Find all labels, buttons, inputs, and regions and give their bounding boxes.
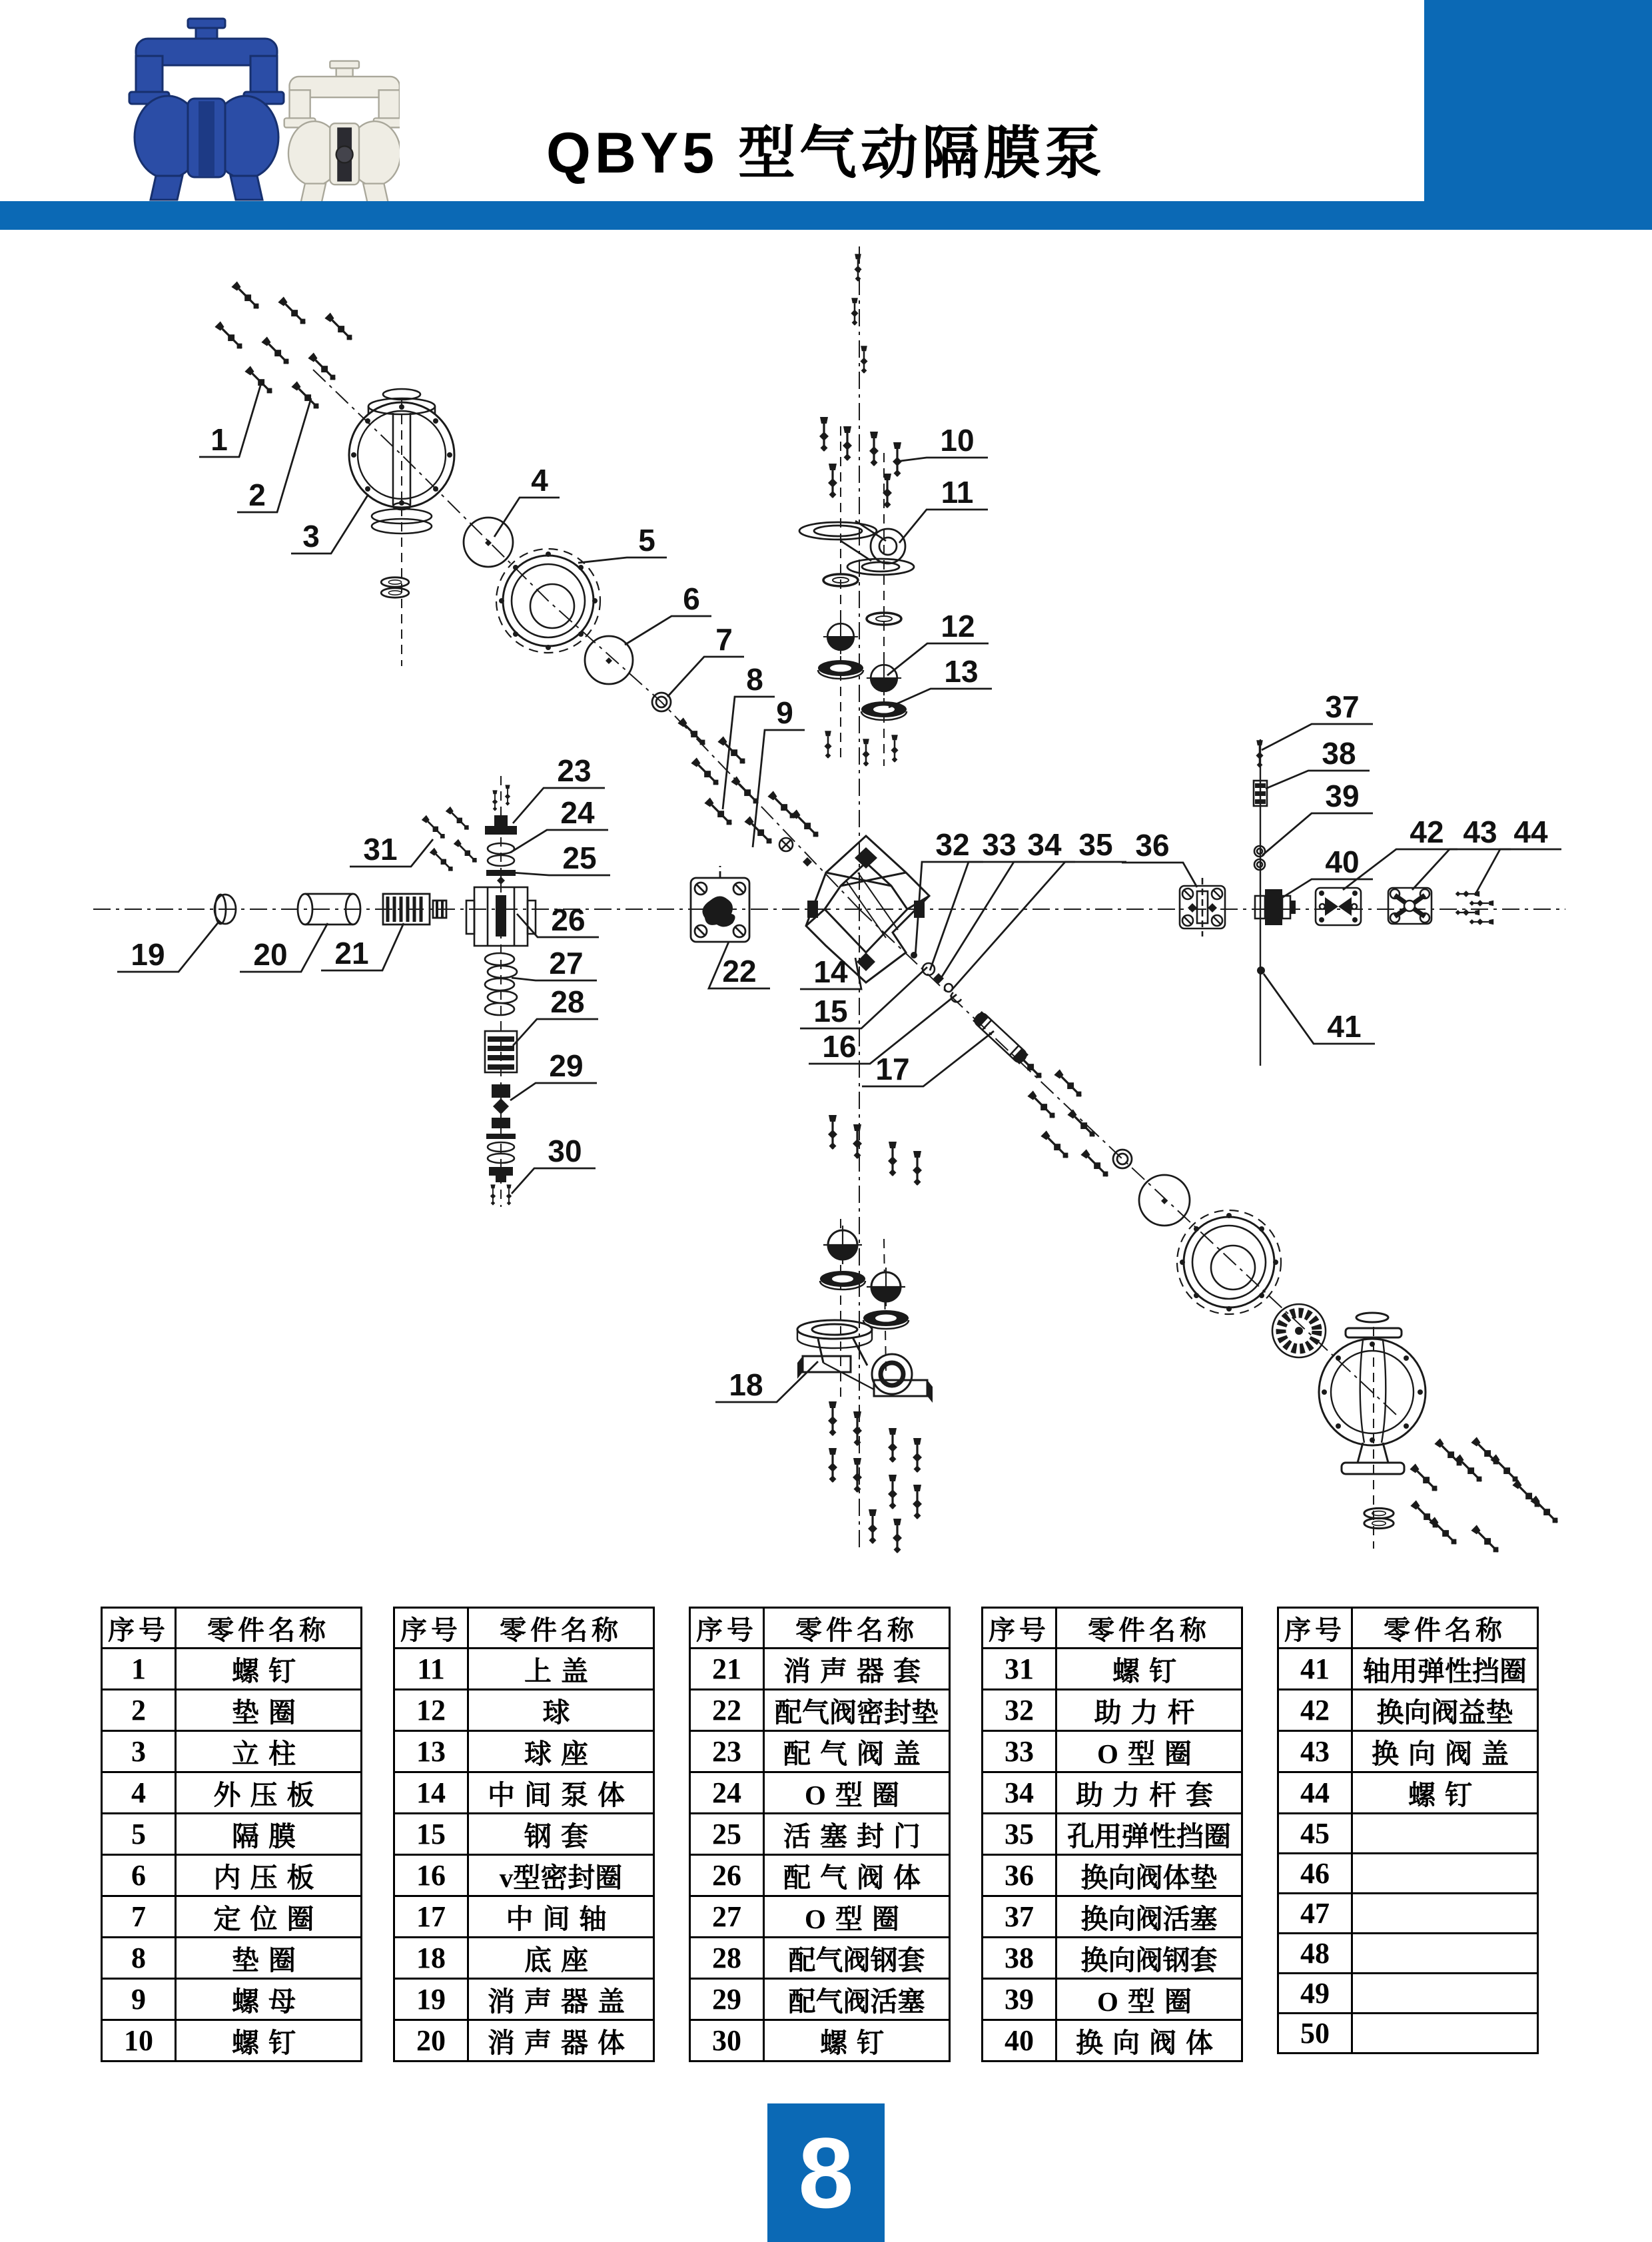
svg-text:34: 34 (1027, 827, 1062, 862)
part-callout-20 (240, 923, 328, 972)
header-accent-band (0, 201, 1652, 230)
svg-text:4: 4 (531, 463, 548, 498)
part-number-cell: 39 (983, 1979, 1056, 2020)
svg-text:3: 3 (302, 519, 320, 554)
part-name-cell: 底座 (468, 1938, 654, 1979)
part-number-cell: 42 (1278, 1690, 1352, 1731)
table-row (690, 1731, 950, 1772)
table-row (690, 2020, 950, 2061)
part-name-cell: 螺钉 (1056, 1649, 1242, 1690)
part-callout-1 (199, 386, 260, 457)
svg-text:21: 21 (334, 936, 369, 970)
svg-text:43: 43 (1463, 815, 1497, 849)
table-row (983, 1731, 1242, 1772)
svg-text:10: 10 (940, 423, 975, 458)
table-row (1278, 1649, 1538, 1690)
table-row (1278, 1894, 1538, 1934)
table-row (394, 1649, 654, 1690)
table-row (983, 1896, 1242, 1938)
part-number-cell: 24 (690, 1772, 764, 1814)
table-row (394, 1979, 654, 2020)
part-callout-10 (901, 423, 988, 461)
part-number-cell: 26 (690, 1855, 764, 1896)
col-header-part-name: 零件名称 (176, 1608, 362, 1649)
svg-text:31: 31 (363, 832, 398, 867)
part-number-cell: 9 (102, 1979, 176, 2020)
part-callout-40 (1280, 845, 1373, 899)
part-number-cell: 50 (1278, 2014, 1352, 2054)
fastener-cluster-top-left (214, 281, 356, 412)
part-callout-17 (862, 1031, 994, 1086)
part-name-cell: 换向阀活塞 (1056, 1896, 1242, 1938)
part-number-cell: 38 (983, 1938, 1056, 1979)
part-name-cell (1352, 1934, 1538, 1974)
table-row (102, 1938, 362, 1979)
part-name-cell: 孔用弹性挡圈 (1056, 1814, 1242, 1855)
part-number-cell: 12 (394, 1690, 468, 1731)
part-name-cell: 立柱 (176, 1731, 362, 1772)
parts-table-1-10 (101, 1607, 362, 2062)
part-name-cell: 螺钉 (176, 1649, 362, 1690)
svg-text:29: 29 (549, 1048, 584, 1083)
col-header-part-name: 零件名称 (1352, 1608, 1538, 1649)
table-row (983, 2020, 1242, 2061)
part-name-cell: 配气阀活塞 (764, 1979, 950, 2020)
svg-text:2: 2 (248, 478, 266, 512)
table-row (983, 1855, 1242, 1896)
part-callout-2 (237, 398, 311, 512)
part-number-cell: 29 (690, 1979, 764, 2020)
part-name-cell: 换向阀体 (1056, 2020, 1242, 2061)
part-number-cell: 49 (1278, 1974, 1352, 2014)
part-number-cell: 35 (983, 1814, 1056, 1855)
svg-text:27: 27 (549, 946, 584, 980)
table-row (690, 1938, 950, 1979)
part-name-cell: 内压板 (176, 1855, 362, 1896)
part-name-cell: 垫圈 (176, 1938, 362, 1979)
part-name-cell: 助力杆套 (1056, 1772, 1242, 1814)
part-name-cell: 换向阀钢套 (1056, 1938, 1242, 1979)
svg-text:26: 26 (551, 903, 586, 937)
fastener-cluster-below-base (828, 1401, 922, 1553)
col-header-index: 序号 (983, 1608, 1056, 1649)
table-row (983, 1772, 1242, 1814)
fastener-cluster-31 (421, 806, 480, 874)
col-header-index: 序号 (690, 1608, 764, 1649)
part-number-cell: 37 (983, 1896, 1056, 1938)
part-name-cell (1352, 1854, 1538, 1894)
part-callout-26 (517, 903, 599, 937)
part-number-cell: 31 (983, 1649, 1056, 1690)
part-number-cell: 43 (1278, 1731, 1352, 1772)
table-row (394, 1855, 654, 1896)
svg-text:44: 44 (1513, 815, 1548, 849)
part-name-cell: 球座 (468, 1731, 654, 1772)
part-number-cell: 32 (983, 1690, 1056, 1731)
part-number-cell: 7 (102, 1896, 176, 1938)
part-name-cell: 钢套 (468, 1814, 654, 1855)
svg-text:17: 17 (875, 1052, 910, 1086)
table-row (690, 1649, 950, 1690)
svg-text:33: 33 (982, 827, 1017, 862)
svg-text:40: 40 (1325, 845, 1360, 879)
inner-pressure-gear-disc (1272, 1304, 1326, 1357)
part-callout-6 (625, 581, 711, 645)
part-name-cell: 隔膜 (176, 1814, 362, 1855)
svg-text:16: 16 (822, 1029, 857, 1064)
top-cover (799, 521, 914, 575)
part-number-cell: 23 (690, 1731, 764, 1772)
table-row (1278, 1854, 1538, 1894)
part-callout-19 (117, 921, 220, 972)
svg-text:6: 6 (683, 581, 700, 616)
table-row (690, 1772, 950, 1814)
table-row (1278, 2014, 1538, 2054)
part-name-cell: O型圈 (764, 1896, 950, 1938)
table-row (102, 1772, 362, 1814)
part-number-cell: 8 (102, 1938, 176, 1979)
table-row (102, 1690, 362, 1731)
part-number-cell: 19 (394, 1979, 468, 2020)
part-callout-39 (1262, 779, 1373, 855)
part-name-cell: 消声器盖 (468, 1979, 654, 2020)
table-row (1278, 1974, 1538, 2014)
svg-text:13: 13 (944, 654, 979, 689)
part-number-cell: 18 (394, 1938, 468, 1979)
table-row (102, 1649, 362, 1690)
table-row (983, 1690, 1242, 1731)
col-header-index: 序号 (102, 1608, 176, 1649)
part-name-cell (1352, 1814, 1538, 1854)
svg-text:14: 14 (813, 954, 848, 989)
part-name-cell (1352, 2014, 1538, 2054)
part-callout-4 (494, 463, 560, 537)
exploded-diagram (0, 233, 1652, 1607)
part-callout-7 (667, 622, 744, 697)
outer-plate-circle (464, 518, 513, 567)
pump-housing-bottom-right (1319, 1313, 1426, 1529)
part-number-cell: 6 (102, 1855, 176, 1896)
part-number-cell: 25 (690, 1814, 764, 1855)
part-number-cell: 3 (102, 1731, 176, 1772)
part-number-cell: 36 (983, 1855, 1056, 1896)
part-name-cell: 螺钉 (764, 2020, 950, 2061)
table-row (690, 1979, 950, 2020)
part-callout-8 (723, 662, 775, 809)
table-row (690, 1690, 950, 1731)
parts-table-11-20 (393, 1607, 655, 2062)
parts-table-21-30 (689, 1607, 951, 2062)
part-callout-25 (512, 841, 610, 875)
parts-table-41-50 (1277, 1607, 1539, 2054)
part-name-cell: 活塞封门 (764, 1814, 950, 1855)
part-number-cell: 22 (690, 1690, 764, 1731)
fastener-cluster-bottom-right (1410, 1437, 1561, 1556)
part-callout-31 (350, 832, 433, 867)
part-number-cell: 41 (1278, 1649, 1352, 1690)
table-row (1278, 1731, 1538, 1772)
table-row (394, 2020, 654, 2061)
table-row (983, 1979, 1242, 2020)
part-number-cell: 20 (394, 2020, 468, 2061)
part-callout-22 (709, 942, 770, 988)
part-number-cell: 4 (102, 1772, 176, 1814)
part-number-cell: 30 (690, 2020, 764, 2061)
part-name-cell: 外压板 (176, 1772, 362, 1814)
svg-text:15: 15 (813, 994, 848, 1028)
part-number-cell: 34 (983, 1772, 1056, 1814)
svg-text:11: 11 (941, 475, 974, 510)
col-header-part-name: 零件名称 (764, 1608, 950, 1649)
part-number-cell: 48 (1278, 1934, 1352, 1974)
fastener-cluster-lower-diagonal (1014, 1050, 1132, 1180)
part-number-cell: 44 (1278, 1772, 1352, 1814)
part-number-cell: 27 (690, 1896, 764, 1938)
table-row (102, 1896, 362, 1938)
part-name-cell: O型圈 (1056, 1731, 1242, 1772)
part-number-cell: 13 (394, 1731, 468, 1772)
part-number-cell: 28 (690, 1938, 764, 1979)
part-callout-28 (513, 984, 598, 1046)
part-name-cell: 垫圈 (176, 1690, 362, 1731)
part-name-cell: 上盖 (468, 1649, 654, 1690)
part-number-cell: 2 (102, 1690, 176, 1731)
part-name-cell (1352, 1974, 1538, 2014)
inner-plate-circle-2 (1139, 1175, 1190, 1226)
svg-text:42: 42 (1410, 815, 1444, 849)
diaphragm-ring-2 (1177, 1210, 1281, 1314)
table-row (1278, 1814, 1538, 1854)
part-number-cell: 33 (983, 1731, 1056, 1772)
svg-text:18: 18 (729, 1367, 763, 1402)
part-name-cell: 换向阀盖 (1352, 1731, 1538, 1772)
part-name-cell: 配气阀钢套 (764, 1938, 950, 1979)
svg-text:23: 23 (557, 753, 592, 788)
fastener-cluster-upper-diagonal (677, 717, 822, 867)
part-number-cell: 11 (394, 1649, 468, 1690)
svg-text:36: 36 (1135, 828, 1170, 863)
svg-text:20: 20 (253, 937, 288, 972)
table-row (690, 1896, 950, 1938)
part-number-cell: 47 (1278, 1894, 1352, 1934)
svg-text:41: 41 (1327, 1009, 1362, 1044)
part-callout-21 (321, 923, 404, 970)
part-name-cell: 配气阀密封垫 (764, 1690, 950, 1731)
part-name-cell: 螺母 (176, 1979, 362, 2020)
table-row (983, 1938, 1242, 1979)
part-number-cell: 46 (1278, 1854, 1352, 1894)
part-number-cell: 10 (102, 2020, 176, 2061)
table-row (690, 1814, 950, 1855)
part-name-cell: O型圈 (764, 1772, 950, 1814)
table-row (394, 1690, 654, 1731)
svg-text:25: 25 (562, 841, 597, 875)
part-name-cell: 螺钉 (1352, 1772, 1538, 1814)
svg-text:22: 22 (722, 954, 757, 988)
table-row (394, 1814, 654, 1855)
table-row (983, 1649, 1242, 1690)
table-row (102, 2020, 362, 2061)
part-callout-36 (1122, 828, 1197, 887)
part-name-cell: 配气阀盖 (764, 1731, 950, 1772)
table-row (102, 1731, 362, 1772)
table-row (394, 1896, 654, 1938)
part-callout-3 (291, 494, 368, 554)
part-name-cell: 配气阀体 (764, 1855, 950, 1896)
air-valve-gasket-plate (691, 866, 749, 942)
svg-text:1: 1 (210, 422, 228, 457)
col-header-index: 序号 (394, 1608, 468, 1649)
part-name-cell (1352, 1894, 1538, 1934)
svg-text:30: 30 (548, 1134, 582, 1168)
svg-text:12: 12 (941, 609, 975, 643)
table-row (102, 1855, 362, 1896)
part-name-cell: 球 (468, 1690, 654, 1731)
part-number-cell: 16 (394, 1855, 468, 1896)
part-number-cell: 17 (394, 1896, 468, 1938)
svg-text:35: 35 (1078, 827, 1113, 862)
col-header-part-name: 零件名称 (1056, 1608, 1242, 1649)
part-callout-27 (512, 946, 597, 980)
page-number-box (767, 2103, 885, 2242)
part-name-cell: 中间轴 (468, 1896, 654, 1938)
svg-text:28: 28 (550, 984, 585, 1019)
part-callout-41 (1264, 974, 1375, 1044)
part-number-cell: 21 (690, 1649, 764, 1690)
svg-text:9: 9 (776, 695, 793, 730)
part-name-cell: 助力杆 (1056, 1690, 1242, 1731)
svg-text:24: 24 (560, 795, 595, 830)
svg-text:19: 19 (131, 937, 165, 972)
part-name-cell: 换向阀体垫 (1056, 1855, 1242, 1896)
table-row (1278, 1934, 1538, 1974)
header-accent-corner (1424, 0, 1652, 230)
part-number-cell: 40 (983, 2020, 1056, 2061)
page-number: 8 (798, 2117, 854, 2229)
table-row (394, 1731, 654, 1772)
part-name-cell: v型密封圈 (468, 1855, 654, 1896)
part-name-cell: 消声器体 (468, 2020, 654, 2061)
part-name-cell: 换向阀益垫 (1352, 1690, 1538, 1731)
table-row (394, 1938, 654, 1979)
part-callout-14 (800, 954, 861, 989)
part-number-cell: 14 (394, 1772, 468, 1814)
table-row (394, 1772, 654, 1814)
part-name-cell: O型圈 (1056, 1979, 1242, 2020)
part-name-cell: 中间泵体 (468, 1772, 654, 1814)
part-name-cell: 轴用弹性挡圈 (1352, 1649, 1538, 1690)
part-number-cell: 5 (102, 1814, 176, 1855)
part-number-cell: 15 (394, 1814, 468, 1855)
svg-text:8: 8 (746, 662, 763, 697)
svg-text:37: 37 (1325, 689, 1360, 724)
part-callout-37 (1262, 689, 1373, 750)
col-header-part-name: 零件名称 (468, 1608, 654, 1649)
table-row (983, 1814, 1242, 1855)
part-callout-29 (510, 1048, 597, 1100)
valve-balls-seats-bottom (820, 1115, 922, 1329)
part-number-cell: 45 (1278, 1814, 1352, 1854)
part-name-cell: 螺钉 (176, 2020, 362, 2061)
part-callout-11 (899, 475, 988, 543)
svg-text:38: 38 (1322, 736, 1356, 771)
table-row (102, 1814, 362, 1855)
parts-table-31-40 (981, 1607, 1243, 2062)
valve-balls-seats-top (818, 574, 907, 720)
part-callout-30 (512, 1134, 596, 1194)
table-row (102, 1979, 362, 2020)
svg-text:5: 5 (638, 523, 655, 558)
part-number-cell: 1 (102, 1649, 176, 1690)
table-row (1278, 1772, 1538, 1814)
part-callout-5 (578, 523, 667, 563)
table-row (1278, 1690, 1538, 1731)
col-header-index: 序号 (1278, 1608, 1352, 1649)
svg-text:7: 7 (715, 622, 733, 657)
svg-text:32: 32 (935, 827, 970, 862)
part-name-cell: 定位圈 (176, 1896, 362, 1938)
part-name-cell: 消声器套 (764, 1649, 950, 1690)
svg-text:39: 39 (1325, 779, 1360, 813)
page-title: QBY5 型气动隔膜泵 (546, 121, 1106, 185)
table-row (690, 1855, 950, 1896)
